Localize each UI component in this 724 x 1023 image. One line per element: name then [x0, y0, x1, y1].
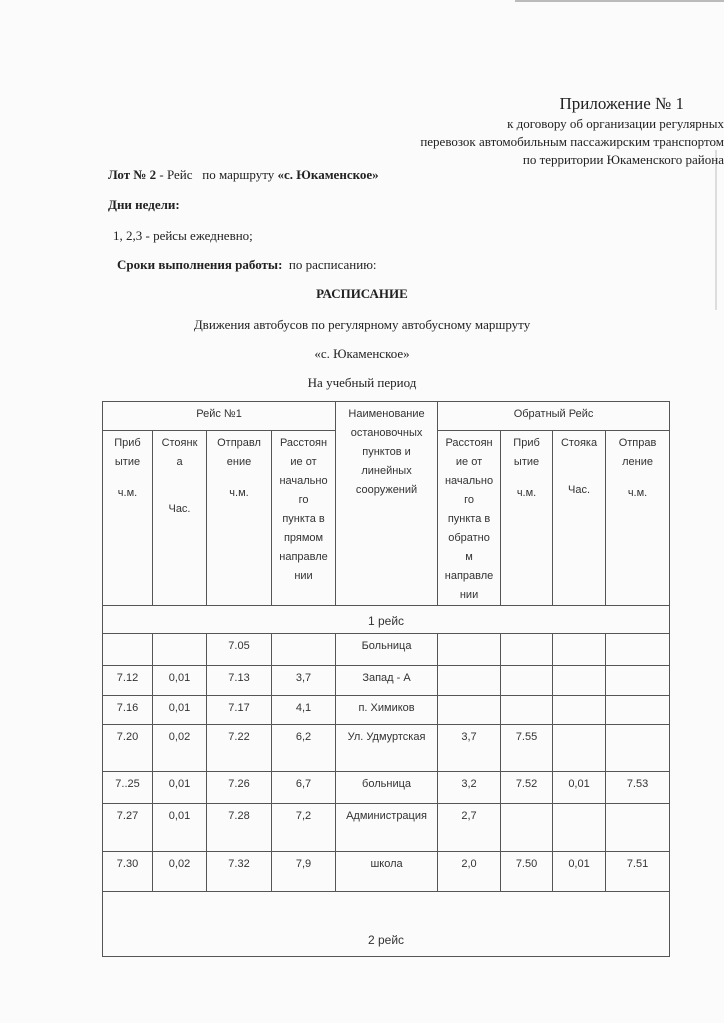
terms-line — [117, 257, 377, 273]
lot-label: Лот № 2 — [108, 167, 157, 182]
trip-1-label: 1 рейс — [103, 606, 670, 634]
route-name: «с. Юкаменское» — [314, 346, 410, 361]
lot-text: - Рейс по маршруту — [156, 167, 278, 182]
col-distance-forward: Расстоян ие от начально го пункта в прямом направле нии — [272, 431, 336, 606]
lot-route: «с. Юкаменское» — [277, 167, 379, 182]
schedule-subtitle: Движения автобусов по регулярному автобусному маршруту — [193, 317, 531, 332]
table-row: 7.12 0,01 7.13 3,7 Запад - А — [103, 666, 670, 696]
scan-mark-top — [515, 0, 724, 2]
col-arrival-reverse: Приб ытие ч.м. — [501, 431, 553, 606]
col-distance-reverse: Расстоян ие от начально го пункта в обратно м направле нии — [438, 431, 501, 606]
lot-line — [108, 167, 379, 183]
appendix-line-1: к договору об организации регулярных — [507, 116, 724, 131]
schedule-table — [102, 401, 670, 957]
col-departure-reverse: Отправ ление ч.м. — [606, 431, 670, 606]
col-stop: Стоянк а Час. — [153, 431, 207, 606]
table-row: 7.05 Больница — [103, 634, 670, 666]
terms-label: Сроки выполнения работы: — [117, 257, 283, 272]
days-value: 1, 2,3 - рейсы ежедневно; — [113, 228, 253, 243]
reverse-header: Обратный Рейс — [438, 402, 670, 431]
forward-header: Рейс №1 — [103, 402, 336, 431]
terms-value: по расписанию: — [282, 257, 377, 272]
appendix-line-3: по территории Юкаменского района — [522, 152, 724, 167]
appendix-line-2: перевозок автомобильным пассажирским транспортом — [420, 134, 724, 149]
col-arrival: Приб ытие ч.м. — [103, 431, 153, 606]
stops-header: Наименование остановочных пунктов и линейных сооружений — [336, 402, 438, 606]
table-row: 7..25 0,01 7.26 6,7 больница 3,2 7.52 0,01 7.53 — [103, 772, 670, 804]
col-stop-reverse: Стояка Час. — [553, 431, 606, 606]
appendix-title: Приложение № 1 — [559, 94, 684, 113]
table-row: 7.16 0,01 7.17 4,1 п. Химиков — [103, 696, 670, 725]
trip-2-label: 2 рейс — [103, 892, 670, 957]
table-row: 7.30 0,02 7.32 7,9 школа 2,0 7.50 0,01 7.51 — [103, 852, 670, 892]
period: На учебный период — [307, 375, 417, 390]
table-row: 7.27 0,01 7.28 7,2 Администрация 2,7 — [103, 804, 670, 852]
schedule-title: РАСПИСАНИЕ — [316, 286, 408, 301]
col-departure: Отправл ение ч.м. — [207, 431, 272, 606]
table-row: 7.20 0,02 7.22 6,2 Ул. Удмуртская 3,7 7.55 — [103, 725, 670, 772]
days-label: Дни недели: — [108, 197, 180, 212]
